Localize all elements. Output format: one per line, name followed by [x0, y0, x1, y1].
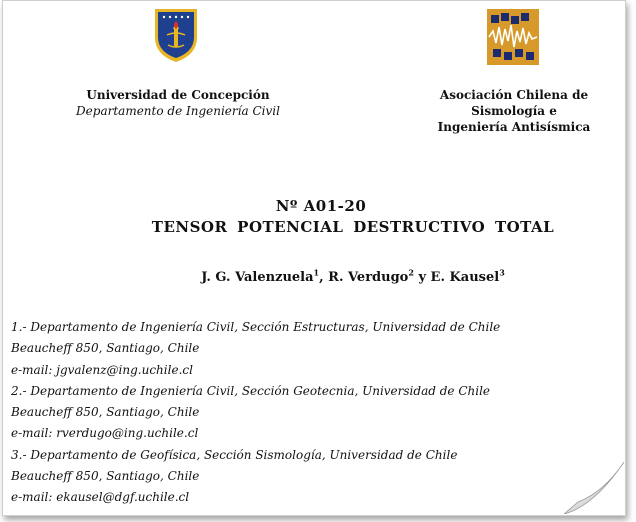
department-name: Departamento de Ingeniería Civil	[76, 104, 280, 118]
university-crest-logo	[153, 7, 199, 63]
author-list	[3, 267, 636, 285]
author-mark: 1	[313, 267, 320, 278]
affiliation-address: Beaucheff 850, Santiago, Chile	[11, 341, 200, 356]
document-page	[2, 0, 626, 516]
seismology-association-logo	[487, 9, 539, 65]
page-curl-decoration	[564, 462, 624, 514]
author-name: R. Verdugo	[328, 270, 409, 285]
affiliation-address: Beaucheff 850, Santiago, Chile	[11, 405, 200, 420]
institution-left	[53, 87, 303, 119]
document-title: TENSOR POTENCIAL DESTRUCTIVO TOTAL	[151, 218, 555, 236]
association-name-line1: Asociación Chilena de Sismología e	[439, 88, 589, 118]
affiliations	[11, 317, 500, 509]
affiliation-address: Beaucheff 850, Santiago, Chile	[11, 469, 200, 484]
author-separator: y	[413, 270, 431, 285]
university-name: Universidad de Concepción	[86, 88, 270, 102]
author-name: E. Kausel	[430, 270, 500, 285]
institution-right	[401, 87, 627, 135]
author-separator: ,	[319, 270, 329, 285]
document-number: Nº A01-20	[275, 197, 367, 215]
affiliation-email: e-mail: jgvalenz@ing.uchile.cl	[11, 362, 193, 377]
affiliation-line: 2.- Departamento de Ingeniería Civil, Sección Geotecnia, Universidad de Chile	[11, 383, 491, 398]
author-mark: 3	[499, 267, 505, 278]
affiliation-line: 1.- Departamento de Ingeniería Civil, Sección Estructuras, Universidad de Chile	[11, 320, 501, 334]
affiliation-email: e-mail: ekausel@dgf.uchile.cl	[11, 490, 190, 505]
affiliation-email: e-mail: rverdugo@ing.uchile.cl	[11, 426, 199, 441]
affiliation-line: 3.- Departamento de Geofísica, Sección Sismología, Universidad de Chile	[11, 447, 458, 462]
author-mark: 2	[408, 267, 414, 278]
association-name-line2: Ingeniería Antisísmica	[437, 120, 591, 134]
author-name: J. G. Valenzuela	[201, 270, 314, 285]
